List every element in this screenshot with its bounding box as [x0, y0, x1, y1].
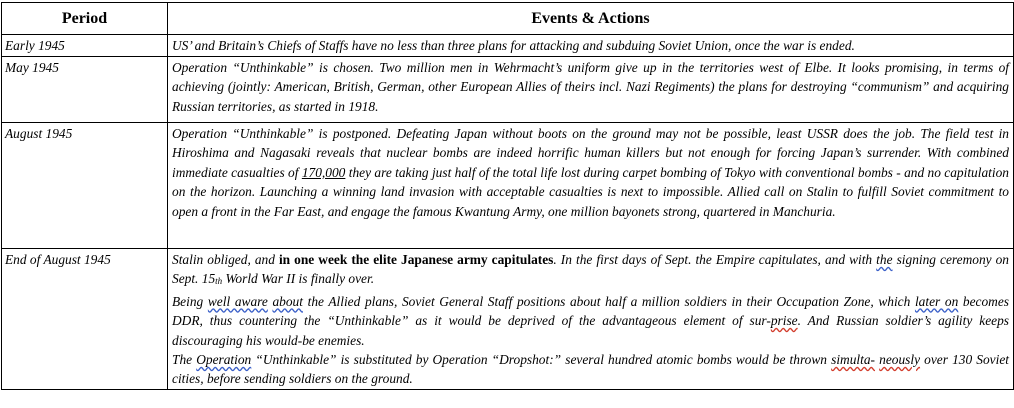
table-row — [2, 249, 1014, 390]
table-row — [2, 57, 1014, 123]
events-cell: Operation “Unthinkable” is chosen. Two million men in Wehrmacht’s uniform give up in the territories west of Elbe. It looks promising, in terms of achieving (jointly: American, British, German, other European Allies of theirs incl. Nazi Regiments) the plans for destroying “communism” and acquiring Russian territories, as started in 1918. — [168, 57, 1014, 123]
events-header: Events & Actions — [168, 3, 1014, 35]
table-row — [2, 35, 1014, 57]
table-row — [2, 123, 1014, 249]
paragraph: The Operation “Unthinkable” is substituted by Operation “Dropshot:” several hundred atomic bombs would be thrown simulta- neously over 130 Soviet cities, before sending soldiers on the ground. — [172, 352, 1009, 387]
period-cell: Early 1945 — [2, 35, 168, 57]
bold-phrase: in one week the elite Japanese army capitulates — [278, 252, 554, 267]
events-table — [1, 2, 1014, 390]
period-cell: May 1945 — [2, 57, 168, 123]
paragraph: Stalin obliged, and in one week the elite Japanese army capitulates. In the first days of Sept. the Empire capitulates, and with the signing ceremony on Sept. 15th World War II is finally over. — [172, 252, 1010, 287]
events-cell — [168, 249, 1014, 390]
events-cell: Operation “Unthinkable” is postponed. Defeating Japan without boots on the ground may not be possible, least USSR does the job. The field test in Hiroshima and Nagasaki reveals that nuclear bombs are indeed horrific human killers but not enough for forcing Japan’s surrender. With combined immediate casualties of 170,000 they are taking just half of the total life lost during carpet bombing of Tokyo with conventional bombs - and no capitulation on the horizon. Launching a winning land invasion with acceptable casualties is next to impossible. Allied call on Stalin to fulfill Soviet commitment to open a front in the Far East, and engage the famous Kwantung Army, one million bayonets strong, quartered in Manchuria. — [168, 123, 1014, 249]
period-header: Period — [2, 3, 168, 35]
casualty-figure: 170,000 — [301, 164, 346, 180]
header-row — [2, 3, 1014, 35]
period-cell: End of August 1945 — [2, 249, 168, 390]
paragraph: Being well aware about the Allied plans, Soviet General Staff positions about half a million soldiers in their Occupation Zone, which later on becomes DDR, thus countering the “Unthinkable” as it would be deprived of the advantageous element of sur-prise. And Russian soldier’s agility keeps discouraging his would-be enemies. — [172, 293, 1009, 348]
events-cell: US’ and Britain’s Chiefs of Staffs have no less than three plans for attacking and subduing Soviet Union, once the war is ended. — [168, 35, 1014, 57]
period-cell: August 1945 — [2, 123, 168, 249]
